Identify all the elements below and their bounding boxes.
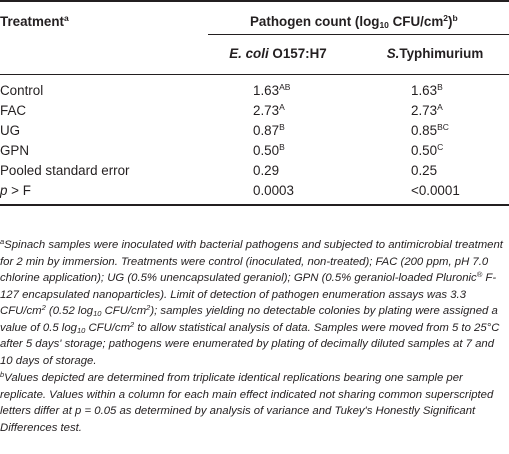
- header-bottom-rule: [0, 74, 509, 75]
- header-ecoli: E. coli O157:H7: [229, 46, 327, 61]
- styphi-value: 0.25: [411, 163, 438, 178]
- row-label: GPN: [0, 143, 30, 158]
- bottom-rule: [0, 204, 509, 206]
- ecoli-value: 0.0003: [253, 183, 294, 198]
- styphi-value: <0.0001: [411, 183, 460, 198]
- header-span-rule: [208, 34, 509, 35]
- ecoli-value: $2.73^A$: [253, 102, 285, 118]
- row-label: Control: [0, 83, 44, 98]
- footnote-a: $^a$Spinach samples were inoculated with bacterial pathogens and subjected to antimicrobial treatment for 2 min by immersion. Treatments were control (inoculated, non-treated); FAC (200 ppm, pH 7.0 chlorine application); UG (0.5% unencapsulated geraniol); GPN (0.5% geraniol-loaded Pluronic® F-127 encapsulated nanoparticles). Limit of detection of pathogen enumeration assays was 3.3 CFU/$cm^2$ (0.52 $\log_{10} CFU/cm^2$); samples yielding no detectable colonies by plating were assigned a value of 0.5 $\log_{10} CFU/cm^2$ to allow statistical analysis of data. Samples were moved from 5 to 25°C after 5 days' storage; pathogens were enumerated by plating of decimally diluted samples at 7 and 10 days of storage.: [0, 237, 503, 367]
- styphi-value: $2.73^A$: [411, 102, 443, 118]
- footnote-b: $^b$Values depicted are determined from triplicate identical replications bearing one sample per replicate. Values within a column for each main effect indicated not sharing common superscripted letters differ at p = 0.05 as determined by analysis of variance and Tukey's Honestly Significant Differences test.: [0, 370, 494, 434]
- row-label: Pooled standard error: [0, 163, 130, 178]
- ecoli-value: $0.50^B$: [253, 142, 285, 158]
- styphi-value: $1.63^B$: [411, 82, 443, 98]
- styphi-value: $0.50^C$: [411, 142, 444, 158]
- ecoli-value: $0.87^B$: [253, 122, 285, 138]
- row-label: UG: [0, 123, 21, 138]
- top-rule: [0, 0, 509, 2]
- header-pathogen-count: Pathogen count ($\log_{10}$ CFU/$cm^2)^b$: [250, 13, 458, 30]
- ecoli-value: 0.29: [253, 163, 280, 178]
- row-label: FAC: [0, 103, 27, 118]
- header-treatment: Treatment$^a$: [0, 13, 69, 29]
- row-label: p > F: [0, 183, 31, 198]
- styphi-value: $0.85^{BC}$: [411, 122, 449, 138]
- footnotes: [0, 237, 509, 436]
- header-styphimurium: S.Typhimurium: [386, 46, 484, 61]
- ecoli-value: $1.63^{AB}$: [253, 82, 291, 98]
